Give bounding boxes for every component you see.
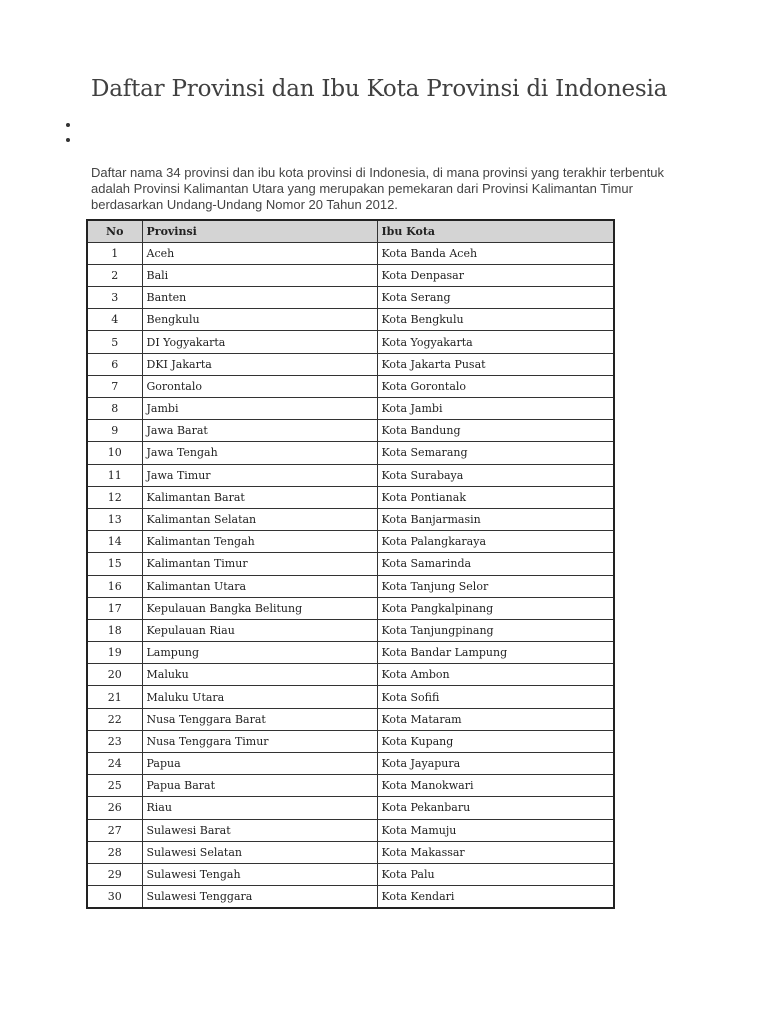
cell-province: Kepulauan Bangka Belitung xyxy=(142,597,377,619)
cell-province: DKI Jakarta xyxy=(142,353,377,375)
cell-no: 16 xyxy=(87,575,142,597)
cell-province: Kalimantan Utara xyxy=(142,575,377,597)
cell-province: Sulawesi Tengah xyxy=(142,863,377,885)
cell-province: Riau xyxy=(142,797,377,819)
cell-capital: Kota Serang xyxy=(377,287,614,309)
cell-province: Maluku Utara xyxy=(142,686,377,708)
cell-province: Jambi xyxy=(142,398,377,420)
cell-no: 26 xyxy=(87,797,142,819)
cell-capital: Kota Surabaya xyxy=(377,464,614,486)
table-row xyxy=(87,575,614,597)
cell-capital: Kota Jayapura xyxy=(377,753,614,775)
cell-capital: Kota Banda Aceh xyxy=(377,242,614,264)
table-row xyxy=(87,464,614,486)
cell-province: Sulawesi Barat xyxy=(142,819,377,841)
table-row xyxy=(87,287,614,309)
cell-province: Nusa Tenggara Timur xyxy=(142,730,377,752)
cell-province: Jawa Tengah xyxy=(142,442,377,464)
cell-no: 17 xyxy=(87,597,142,619)
cell-province: Banten xyxy=(142,287,377,309)
cell-capital: Kota Banjarmasin xyxy=(377,508,614,530)
table-row xyxy=(87,553,614,575)
cell-province: Gorontalo xyxy=(142,375,377,397)
cell-capital: Kota Palu xyxy=(377,863,614,885)
cell-no: 6 xyxy=(87,353,142,375)
cell-no: 11 xyxy=(87,464,142,486)
cell-no: 14 xyxy=(87,531,142,553)
table-row xyxy=(87,398,614,420)
cell-province: Kalimantan Barat xyxy=(142,486,377,508)
cell-province: Maluku xyxy=(142,664,377,686)
province-table xyxy=(86,219,615,909)
table-row xyxy=(87,264,614,286)
province-table-container xyxy=(86,219,615,909)
cell-no: 9 xyxy=(87,420,142,442)
cell-no: 10 xyxy=(87,442,142,464)
cell-capital: Kota Denpasar xyxy=(377,264,614,286)
header-capital: Ibu Kota xyxy=(377,220,614,242)
cell-capital: Kota Yogyakarta xyxy=(377,331,614,353)
intro-paragraph: Daftar nama 34 provinsi dan ibu kota provinsi di Indonesia, di mana provinsi yang terakhir terbentuk adalah Provinsi Kalimantan Utara yang merupakan pemekaran dari Provinsi Kalimantan Timur berdasarkan Undang-Undang Nomor 20 Tahun 2012. xyxy=(91,165,665,212)
table-row xyxy=(87,242,614,264)
cell-no: 28 xyxy=(87,841,142,863)
table-row xyxy=(87,420,614,442)
cell-capital: Kota Ambon xyxy=(377,664,614,686)
cell-no: 5 xyxy=(87,331,142,353)
cell-province: Jawa Timur xyxy=(142,464,377,486)
cell-no: 4 xyxy=(87,309,142,331)
cell-capital: Kota Bandar Lampung xyxy=(377,642,614,664)
cell-capital: Kota Pekanbaru xyxy=(377,797,614,819)
cell-no: 27 xyxy=(87,819,142,841)
cell-capital: Kota Pontianak xyxy=(377,486,614,508)
cell-province: Kalimantan Selatan xyxy=(142,508,377,530)
cell-no: 18 xyxy=(87,619,142,641)
table-row xyxy=(87,686,614,708)
cell-capital: Kota Pangkalpinang xyxy=(377,597,614,619)
table-row xyxy=(87,531,614,553)
cell-no: 8 xyxy=(87,398,142,420)
cell-no: 13 xyxy=(87,508,142,530)
table-row xyxy=(87,597,614,619)
table-header-row xyxy=(87,220,614,242)
table-body xyxy=(87,242,614,908)
cell-no: 20 xyxy=(87,664,142,686)
cell-capital: Kota Tanjung Selor xyxy=(377,575,614,597)
table-row xyxy=(87,775,614,797)
cell-capital: Kota Tanjungpinang xyxy=(377,619,614,641)
cell-capital: Kota Mamuju xyxy=(377,819,614,841)
table-row xyxy=(87,841,614,863)
cell-province: Kepulauan Riau xyxy=(142,619,377,641)
cell-province: Lampung xyxy=(142,642,377,664)
cell-no: 24 xyxy=(87,753,142,775)
empty-bullet-list xyxy=(66,123,70,153)
cell-capital: Kota Manokwari xyxy=(377,775,614,797)
header-province: Provinsi xyxy=(142,220,377,242)
table-row xyxy=(87,353,614,375)
cell-capital: Kota Samarinda xyxy=(377,553,614,575)
cell-capital: Kota Jakarta Pusat xyxy=(377,353,614,375)
cell-capital: Kota Jambi xyxy=(377,398,614,420)
cell-no: 30 xyxy=(87,886,142,908)
cell-no: 21 xyxy=(87,686,142,708)
page-title: Daftar Provinsi dan Ibu Kota Provinsi di Indonesia xyxy=(91,76,668,102)
table-row xyxy=(87,375,614,397)
table-row xyxy=(87,753,614,775)
cell-province: Papua Barat xyxy=(142,775,377,797)
cell-no: 12 xyxy=(87,486,142,508)
cell-no: 25 xyxy=(87,775,142,797)
cell-province: DI Yogyakarta xyxy=(142,331,377,353)
cell-capital: Kota Bengkulu xyxy=(377,309,614,331)
bullet-point xyxy=(66,138,70,142)
table-row xyxy=(87,819,614,841)
cell-province: Aceh xyxy=(142,242,377,264)
cell-no: 19 xyxy=(87,642,142,664)
table-row xyxy=(87,331,614,353)
table-row xyxy=(87,886,614,908)
cell-capital: Kota Makassar xyxy=(377,841,614,863)
bullet-point xyxy=(66,123,70,127)
cell-capital: Kota Gorontalo xyxy=(377,375,614,397)
cell-capital: Kota Semarang xyxy=(377,442,614,464)
cell-no: 22 xyxy=(87,708,142,730)
cell-province: Kalimantan Timur xyxy=(142,553,377,575)
table-row xyxy=(87,664,614,686)
cell-province: Kalimantan Tengah xyxy=(142,531,377,553)
cell-no: 15 xyxy=(87,553,142,575)
cell-province: Bali xyxy=(142,264,377,286)
table-row xyxy=(87,708,614,730)
cell-province: Sulawesi Selatan xyxy=(142,841,377,863)
cell-no: 3 xyxy=(87,287,142,309)
table-row xyxy=(87,642,614,664)
cell-no: 1 xyxy=(87,242,142,264)
cell-province: Sulawesi Tenggara xyxy=(142,886,377,908)
cell-province: Nusa Tenggara Barat xyxy=(142,708,377,730)
table-row xyxy=(87,508,614,530)
cell-province: Jawa Barat xyxy=(142,420,377,442)
cell-capital: Kota Bandung xyxy=(377,420,614,442)
cell-capital: Kota Mataram xyxy=(377,708,614,730)
table-row xyxy=(87,309,614,331)
table-row xyxy=(87,730,614,752)
cell-no: 23 xyxy=(87,730,142,752)
cell-no: 7 xyxy=(87,375,142,397)
cell-capital: Kota Palangkaraya xyxy=(377,531,614,553)
cell-capital: Kota Kendari xyxy=(377,886,614,908)
table-row xyxy=(87,797,614,819)
header-no: No xyxy=(87,220,142,242)
cell-no: 29 xyxy=(87,863,142,885)
cell-no: 2 xyxy=(87,264,142,286)
table-row xyxy=(87,619,614,641)
cell-province: Papua xyxy=(142,753,377,775)
cell-capital: Kota Kupang xyxy=(377,730,614,752)
table-row xyxy=(87,442,614,464)
cell-province: Bengkulu xyxy=(142,309,377,331)
cell-capital: Kota Sofifi xyxy=(377,686,614,708)
table-row xyxy=(87,486,614,508)
table-row xyxy=(87,863,614,885)
